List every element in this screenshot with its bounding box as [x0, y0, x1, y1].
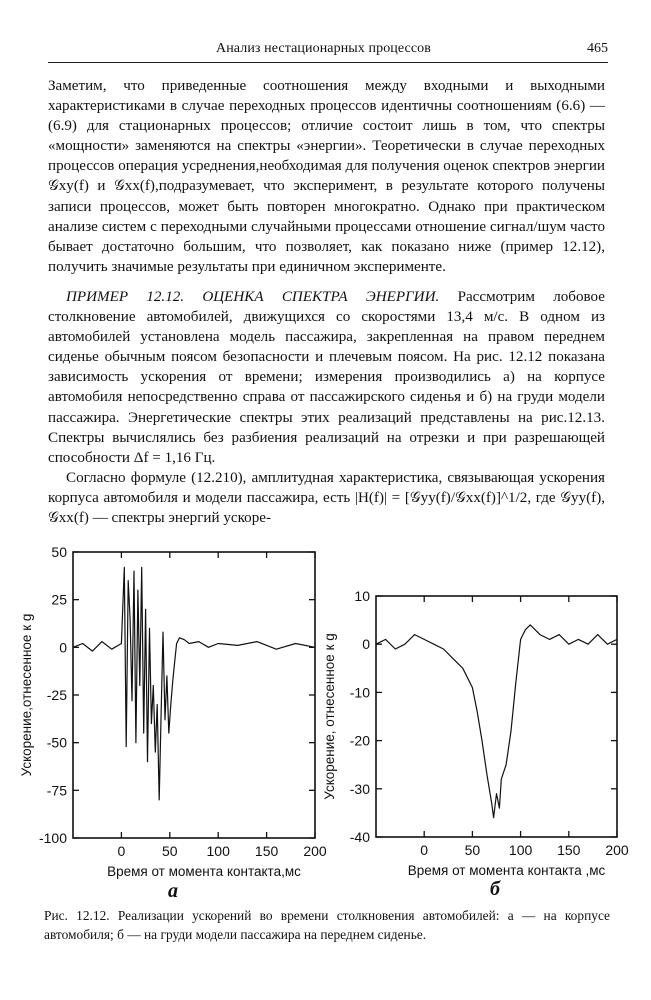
example-heading: ПРИМЕР 12.12. ОЦЕНКА СПЕКТРА ЭНЕРГИИ. [66, 288, 440, 305]
figure-caption: Рис. 12.12. Реализации ускорений во времени столкновения автомобилей: а — на корпусе автомобиля; б — на груди модели пассажира на переднем сиденье. [44, 908, 610, 942]
x-tick-label: 200 [303, 843, 327, 859]
y-tick-label: 0 [362, 636, 370, 653]
chart-b-plot [322, 588, 629, 878]
y-tick-label: -100 [38, 830, 67, 846]
y-tick-label: -30 [349, 780, 370, 797]
chart-a-plot [19, 544, 327, 879]
panel-label-a: а [168, 880, 178, 902]
panel-label-b: б [490, 878, 500, 900]
x-tick-label: 200 [605, 842, 629, 858]
chart-b [322, 585, 651, 885]
x-tick-label: 150 [254, 843, 279, 859]
y-tick-label: -10 [349, 684, 370, 701]
running-header [48, 40, 608, 63]
y-tick-label: 25 [51, 591, 67, 608]
y-tick-label: -25 [46, 687, 67, 703]
x-tick-label: 100 [206, 843, 230, 859]
plot-frame [376, 596, 617, 837]
plot-frame [73, 552, 315, 838]
x-axis-label: Время от момента контакта,мс [107, 864, 301, 879]
running-title: Анализ нестационарных процессов [216, 41, 431, 56]
y-tick-label: 10 [354, 588, 370, 604]
chart-a [0, 540, 330, 880]
x-tick-label: 50 [162, 843, 178, 859]
y-tick-label: 50 [51, 544, 67, 560]
x-tick-label: 50 [464, 842, 481, 858]
paragraph-2 [48, 287, 605, 468]
x-axis-label: Время от момента контакта ,мс [407, 863, 606, 878]
x-tick-label: 150 [557, 842, 581, 858]
page-number: 465 [587, 41, 608, 56]
paragraph-1: Заметим, что приведенные соотношения между входными и выходными характеристиками в случае переходных процессов идентичны соотношениям (6.6) — (6.9) для стационарных процессов; отличие состоит лишь в том, что спектры «мощности» заменяются на спектры «энергии». Теоретически в случае переходных процессов операция усреднения,необходимая для получения оценок спектров энергии 𝒢xy(f) и 𝒢xx(f),подразумевает, что эксперимент, в результате которого получены записи процессов, может быть повторен многократно. Однако при практическом анализе систем с переходными случайными процессами отношение сигнал/шум часто бывает достаточно большим, что позволяет, как показано ниже (пример 12.12), получить значимые результаты при единичном эксперименте. [48, 78, 605, 275]
y-tick-label: 0 [59, 639, 67, 656]
y-tick-label: -50 [46, 734, 67, 751]
example-body: Рассмотрим лобовое столкновение автомобилей, движущихся со скоростями 13,4 м/с. В одном из автомобилей установлена модель пассажира, закрепленная на правом переднем сиденье обычным поясом безопасности и плечевым поясом. На рис. 12.12 показана зависимость ускорения от времени; измерения производились а) на корпусе автомобиля непосредственно справа от пассажирского сиденья и б) на груди модели пассажира. Энергетические спектры этих реализаций представлены на рис.12.13. Спектры вычислялись без разбиения реализаций на отрезки и при разрешающей способности Δf = 1,16 Гц. [48, 288, 605, 466]
series-line [376, 625, 617, 818]
y-tick-label: -75 [46, 782, 67, 799]
y-axis-label: Ускорение, отнесенное к g [322, 633, 337, 800]
y-tick-label: -20 [349, 732, 370, 749]
paragraph-3: Согласно формуле (12.210), амплитудная характеристика, связывающая ускорения корпуса автомобиля и модели пассажира, есть |H(f)| = [𝒢yy(f)/𝒢xx(f)]^1/2, где 𝒢yy(f), 𝒢xx(f) — спектры энергий ускоре- [48, 469, 605, 526]
body-text [48, 76, 605, 528]
series-line [73, 567, 315, 800]
y-axis-label: Ускорение,отнесенное к g [19, 613, 34, 777]
y-tick-label: -40 [349, 829, 370, 845]
x-tick-label: 100 [508, 842, 533, 858]
x-tick-label: 0 [420, 842, 429, 858]
x-tick-label: 0 [117, 843, 126, 859]
